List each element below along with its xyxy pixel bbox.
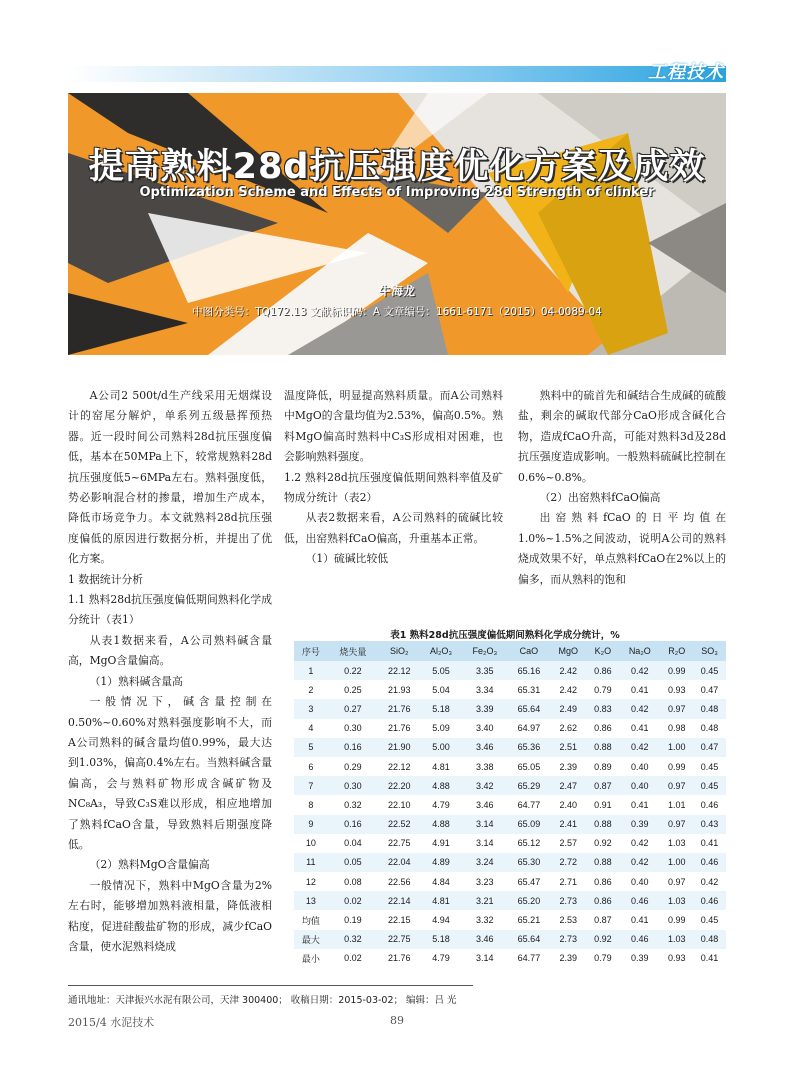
table-row bbox=[294, 834, 726, 853]
table-cell: 0.91 bbox=[586, 795, 619, 814]
table-row bbox=[294, 757, 726, 776]
table-cell: 2.57 bbox=[550, 834, 586, 853]
table-cell: 4.79 bbox=[420, 795, 461, 814]
table-cell: 0.42 bbox=[619, 834, 660, 853]
table-row bbox=[294, 680, 726, 699]
table-cell: 21.76 bbox=[378, 949, 420, 968]
table-cell: 11 bbox=[294, 853, 328, 872]
table-cell: 1.00 bbox=[660, 853, 693, 872]
table-cell: 65.20 bbox=[508, 891, 550, 910]
table-cell: 3.39 bbox=[462, 699, 508, 718]
table-cell: 0.41 bbox=[693, 834, 726, 853]
table-row bbox=[294, 795, 726, 814]
table-cell: 2.49 bbox=[550, 699, 586, 718]
table-cell: 3.42 bbox=[462, 776, 508, 795]
table-cell: 3.14 bbox=[462, 815, 508, 834]
table-cell: 0.47 bbox=[693, 738, 726, 757]
table-cell: 65.31 bbox=[508, 680, 550, 699]
table-cell: 0.05 bbox=[328, 853, 379, 872]
table-cell: 0.16 bbox=[328, 815, 379, 834]
table-cell: 0.41 bbox=[693, 949, 726, 968]
table-header-cell: SO₃ bbox=[693, 641, 726, 661]
table-cell: 4 bbox=[294, 719, 328, 738]
table-cell: 65.16 bbox=[508, 661, 550, 680]
table-cell: 65.12 bbox=[508, 834, 550, 853]
table-cell: 0.46 bbox=[619, 930, 660, 949]
table-cell: 0.48 bbox=[693, 719, 726, 738]
table-cell: 10 bbox=[294, 834, 328, 853]
table-row bbox=[294, 853, 726, 872]
paragraph: 一般情况下，熟料中MgO含量为2%左右时，能够增加熟料液相量，降低液相粘度，促进硅酸盐矿物的形成，减少fCaO含量，使水泥熟料烧成 bbox=[68, 878, 272, 953]
table-cell: 0.27 bbox=[328, 699, 379, 718]
table-header-cell: Al₂O₃ bbox=[420, 641, 461, 661]
table-row bbox=[294, 738, 726, 757]
table-cell: 0.41 bbox=[619, 795, 660, 814]
table-cell: 8 bbox=[294, 795, 328, 814]
table-cell: 65.29 bbox=[508, 776, 550, 795]
table-cell: 5.18 bbox=[420, 930, 461, 949]
table-cell: 65.64 bbox=[508, 699, 550, 718]
table-cell: 0.86 bbox=[586, 872, 619, 891]
page-number: 89 bbox=[390, 1014, 404, 1027]
table-cell: 0.99 bbox=[660, 910, 693, 929]
table-cell: 0.04 bbox=[328, 834, 379, 853]
table-cell: 0.41 bbox=[619, 680, 660, 699]
table-cell: 2.47 bbox=[550, 776, 586, 795]
table-cell: 22.12 bbox=[378, 757, 420, 776]
table-cell: 0.19 bbox=[328, 910, 379, 929]
table-cell: 0.42 bbox=[619, 738, 660, 757]
table-cell: 0.42 bbox=[693, 872, 726, 891]
table-cell: 0.86 bbox=[586, 661, 619, 680]
table-cell: 65.21 bbox=[508, 910, 550, 929]
table-cell: 0.40 bbox=[619, 776, 660, 795]
table-row bbox=[294, 699, 726, 718]
table-cell: 6 bbox=[294, 757, 328, 776]
table-cell: 0.93 bbox=[660, 949, 693, 968]
table-header-cell: MgO bbox=[550, 641, 586, 661]
table-cell: 3.14 bbox=[462, 834, 508, 853]
footnote-rule bbox=[68, 985, 473, 986]
table-cell: 3.46 bbox=[462, 738, 508, 757]
table-cell: 0.16 bbox=[328, 738, 379, 757]
table-cell: 0.93 bbox=[660, 680, 693, 699]
body-column-1 bbox=[68, 386, 272, 957]
table-cell: 0.41 bbox=[619, 719, 660, 738]
table-cell: 64.77 bbox=[508, 795, 550, 814]
table-cell: 64.77 bbox=[508, 949, 550, 968]
table-cell: 0.92 bbox=[586, 930, 619, 949]
table-row bbox=[294, 891, 726, 910]
table-cell: 2.53 bbox=[550, 910, 586, 929]
table-cell: 0.86 bbox=[586, 719, 619, 738]
table-cell: 1 bbox=[294, 661, 328, 680]
table-cell: 0.02 bbox=[328, 891, 379, 910]
table-cell: 4.88 bbox=[420, 815, 461, 834]
section-heading: 1.2 熟料28d抗压强度偏低期间熟料率值及矿物成分统计（表2） bbox=[284, 470, 503, 505]
table-cell: 0.42 bbox=[619, 699, 660, 718]
table-cell: 0.46 bbox=[693, 795, 726, 814]
table-cell: 0.97 bbox=[660, 815, 693, 834]
table-cell: 2.42 bbox=[550, 680, 586, 699]
table-cell: 65.05 bbox=[508, 757, 550, 776]
table-cell: 5 bbox=[294, 738, 328, 757]
table-cell: 0.43 bbox=[693, 815, 726, 834]
table-cell: 22.52 bbox=[378, 815, 420, 834]
paragraph: 一般情况下，碱含量控制在0.50%~0.60%对熟料强度影响不大，而A公司熟料的碱含量均值0.99%，最大达到1.03%，偏高0.4%左右。当熟料碱含量偏高，会与熟料矿物形成含碱矿物及NC₈A₃，导致C₃S难以形成，相应地增加了熟料fCaO含量，导致熟料后期强度降低。 bbox=[68, 695, 272, 851]
table-cell: 2.72 bbox=[550, 853, 586, 872]
table-cell: 2.40 bbox=[550, 795, 586, 814]
table-cell: 0.79 bbox=[586, 949, 619, 968]
section-heading: 1 数据统计分析 bbox=[68, 572, 144, 586]
table-cell: 1.01 bbox=[660, 795, 693, 814]
table-cell: 0.39 bbox=[619, 949, 660, 968]
footnote: 通讯地址：天津振兴水泥有限公司，天津 300400； 收稿日期：2015-03-02； 编辑：吕 光 bbox=[68, 995, 457, 1006]
table-cell: 2.51 bbox=[550, 738, 586, 757]
table-cell: 0.39 bbox=[619, 815, 660, 834]
table-cell: 2.71 bbox=[550, 872, 586, 891]
table-cell: 2.39 bbox=[550, 949, 586, 968]
table-body bbox=[294, 661, 726, 968]
journal-name: 2015/4 水泥技术 bbox=[68, 1016, 155, 1029]
table-header-cell: SiO₂ bbox=[378, 641, 420, 661]
table-row bbox=[294, 661, 726, 680]
paragraph: 从表2数据来看，A公司熟料的硫碱比较低，出窑熟料fCaO偏高，升重基本正常。 bbox=[284, 511, 503, 545]
table-header-cell: 烧失量 bbox=[328, 641, 379, 661]
table-cell: 0.42 bbox=[619, 853, 660, 872]
table-header-cell: 序号 bbox=[294, 641, 328, 661]
table-cell: 0.98 bbox=[660, 719, 693, 738]
table-cell: 0.42 bbox=[619, 661, 660, 680]
table-cell: 0.48 bbox=[693, 699, 726, 718]
table-cell: 均值 bbox=[294, 910, 328, 929]
table-header-cell: R₂O bbox=[660, 641, 693, 661]
table-cell: 1.03 bbox=[660, 834, 693, 853]
table-cell: 3.14 bbox=[462, 949, 508, 968]
table-cell: 0.22 bbox=[328, 661, 379, 680]
article-title: 提高熟料28d抗压强度优化方案及成效 bbox=[88, 147, 706, 187]
table-cell: 0.40 bbox=[619, 757, 660, 776]
table-cell: 4.79 bbox=[420, 949, 461, 968]
table-cell: 7 bbox=[294, 776, 328, 795]
table-cell: 2.62 bbox=[550, 719, 586, 738]
table-cell: 22.10 bbox=[378, 795, 420, 814]
table-cell: 65.09 bbox=[508, 815, 550, 834]
paragraph: 从表1数据来看，A公司熟料碱含量高，MgO含量偏高。 bbox=[68, 633, 272, 668]
classification-line: 中图分类号：TQ172.13 文献标识码：A 文章编号：1661-6171（2015）04-0089-04 bbox=[192, 306, 602, 318]
table-cell: 3.32 bbox=[462, 910, 508, 929]
table-cell: 0.45 bbox=[693, 661, 726, 680]
table-cell: 3.23 bbox=[462, 872, 508, 891]
table-cell: 3.34 bbox=[462, 680, 508, 699]
table-header-cell: Fe₂O₃ bbox=[462, 641, 508, 661]
table-cell: 1.03 bbox=[660, 891, 693, 910]
table-cell: 1.00 bbox=[660, 738, 693, 757]
table-cell: 4.89 bbox=[420, 853, 461, 872]
table-cell: 5.18 bbox=[420, 699, 461, 718]
table-cell: 22.56 bbox=[378, 872, 420, 891]
table-cell: 0.92 bbox=[586, 834, 619, 853]
table-cell: 0.47 bbox=[693, 680, 726, 699]
header-gradient-bar bbox=[68, 66, 726, 82]
table-cell: 22.75 bbox=[378, 930, 420, 949]
table-cell: 22.75 bbox=[378, 834, 420, 853]
table-cell: 65.64 bbox=[508, 930, 550, 949]
paragraph: （2）出窑熟料fCaO偏高 bbox=[539, 491, 661, 505]
table-cell: 0.29 bbox=[328, 757, 379, 776]
table-cell: 22.14 bbox=[378, 891, 420, 910]
table-cell: 0.89 bbox=[586, 757, 619, 776]
table-header-cell: K₂O bbox=[586, 641, 619, 661]
table-cell: 21.76 bbox=[378, 719, 420, 738]
table-cell: 0.25 bbox=[328, 680, 379, 699]
table-cell: 4.81 bbox=[420, 757, 461, 776]
table-cell: 0.97 bbox=[660, 699, 693, 718]
table-cell: 0.87 bbox=[586, 776, 619, 795]
table-cell: 2.73 bbox=[550, 930, 586, 949]
table-cell: 21.93 bbox=[378, 680, 420, 699]
table-cell: 4.81 bbox=[420, 891, 461, 910]
table-cell: 22.20 bbox=[378, 776, 420, 795]
table-cell: 0.30 bbox=[328, 719, 379, 738]
table-row bbox=[294, 910, 726, 929]
table-cell: 0.32 bbox=[328, 795, 379, 814]
table-cell: 0.83 bbox=[586, 699, 619, 718]
table-cell: 0.08 bbox=[328, 872, 379, 891]
table-cell: 22.12 bbox=[378, 661, 420, 680]
table-cell: 0.79 bbox=[586, 680, 619, 699]
table-row bbox=[294, 949, 726, 968]
table-cell: 21.76 bbox=[378, 699, 420, 718]
table-cell: 0.46 bbox=[693, 891, 726, 910]
table-cell: 64.97 bbox=[508, 719, 550, 738]
table-cell: 0.88 bbox=[586, 815, 619, 834]
table-row bbox=[294, 776, 726, 795]
table-cell: 4.88 bbox=[420, 776, 461, 795]
table-cell: 0.88 bbox=[586, 738, 619, 757]
table-cell: 3.46 bbox=[462, 930, 508, 949]
table-cell: 0.40 bbox=[619, 872, 660, 891]
table-cell: 3.40 bbox=[462, 719, 508, 738]
paragraph: 温度降低，明显提高熟料质量。而A公司熟料中MgO的含量均值为2.53%，偏高0.5%。熟料MgO偏高时熟料中C₃S形成相对困难，也会影响熟料强度。 bbox=[284, 389, 503, 464]
table-cell: 5.05 bbox=[420, 661, 461, 680]
table-cell: 2.41 bbox=[550, 815, 586, 834]
paragraph: （1）硫碱比较低 bbox=[305, 552, 389, 566]
table-cell: 9 bbox=[294, 815, 328, 834]
table-cell: 65.30 bbox=[508, 853, 550, 872]
table-cell: 0.99 bbox=[660, 661, 693, 680]
table-cell: 最小 bbox=[294, 949, 328, 968]
table-cell: 0.02 bbox=[328, 949, 379, 968]
table-cell: 0.46 bbox=[619, 891, 660, 910]
table-cell: 0.86 bbox=[586, 891, 619, 910]
table-cell: 65.36 bbox=[508, 738, 550, 757]
table-cell: 0.45 bbox=[693, 776, 726, 795]
table-cell: 3.38 bbox=[462, 757, 508, 776]
table-cell: 0.45 bbox=[693, 757, 726, 776]
paragraph: 熟料中的硫首先和碱结合生成碱的硫酸盐，剩余的碱取代部分CaO形成含碱化合物，造成fCaO升高，可能对熟料3d及28d抗压强度造成影响。一般熟料硫碱比控制在0.6%~0.8%。 bbox=[518, 389, 726, 484]
table-cell: 22.15 bbox=[378, 910, 420, 929]
table-header-cell: Na₂O bbox=[619, 641, 660, 661]
table-cell: 2.42 bbox=[550, 661, 586, 680]
table-cell: 65.47 bbox=[508, 872, 550, 891]
table-cell: 5.04 bbox=[420, 680, 461, 699]
table-cell: 3.21 bbox=[462, 891, 508, 910]
table-cell: 1.03 bbox=[660, 930, 693, 949]
table-cell: 21.90 bbox=[378, 738, 420, 757]
table-cell: 0.46 bbox=[693, 853, 726, 872]
table-cell: 22.04 bbox=[378, 853, 420, 872]
table-row bbox=[294, 815, 726, 834]
table-caption: 表1 熟料28d抗压强度偏低期间熟料化学成分统计，% bbox=[390, 630, 620, 641]
table-cell: 3.46 bbox=[462, 795, 508, 814]
table-cell: 2.39 bbox=[550, 757, 586, 776]
paragraph: （2）熟料MgO含量偏高 bbox=[89, 858, 210, 872]
table-header-row bbox=[294, 641, 726, 661]
table-cell: 0.45 bbox=[693, 910, 726, 929]
table-cell: 12 bbox=[294, 872, 328, 891]
table-cell: 0.30 bbox=[328, 776, 379, 795]
table-cell: 0.88 bbox=[586, 853, 619, 872]
table-cell: 3 bbox=[294, 699, 328, 718]
table-cell: 0.99 bbox=[660, 757, 693, 776]
table-cell: 2 bbox=[294, 680, 328, 699]
table-cell: 3.35 bbox=[462, 661, 508, 680]
table-cell: 3.24 bbox=[462, 853, 508, 872]
author: 牛海龙 bbox=[378, 284, 415, 298]
table-cell: 4.94 bbox=[420, 910, 461, 929]
table-cell: 0.97 bbox=[660, 776, 693, 795]
table-cell: 5.00 bbox=[420, 738, 461, 757]
section-tag: 工程技术 bbox=[648, 62, 724, 83]
table-cell: 4.84 bbox=[420, 872, 461, 891]
body-column-2 bbox=[284, 386, 503, 570]
section-heading: 1.1 熟料28d抗压强度偏低期间熟料化学成分统计（表1） bbox=[68, 593, 272, 627]
table-cell: 13 bbox=[294, 891, 328, 910]
table-row bbox=[294, 719, 726, 738]
table-cell: 最大 bbox=[294, 930, 328, 949]
paragraph: （1）熟料碱含量高 bbox=[89, 674, 183, 688]
table-cell: 0.97 bbox=[660, 872, 693, 891]
body-column-3 bbox=[518, 386, 726, 590]
table-row bbox=[294, 872, 726, 891]
table-cell: 0.87 bbox=[586, 910, 619, 929]
table-cell: 4.91 bbox=[420, 834, 461, 853]
table-cell: 2.73 bbox=[550, 891, 586, 910]
title-banner bbox=[68, 93, 726, 355]
article-title-en: Optimization Scheme and Effects of Improving 28d Strength of clinker bbox=[139, 185, 655, 200]
table-header-cell: CaO bbox=[508, 641, 550, 661]
chemical-composition-table bbox=[294, 641, 726, 968]
table-cell: 5.09 bbox=[420, 719, 461, 738]
table-cell: 0.41 bbox=[619, 910, 660, 929]
table-cell: 0.32 bbox=[328, 930, 379, 949]
table-row bbox=[294, 930, 726, 949]
table-cell: 0.48 bbox=[693, 930, 726, 949]
paragraph: A公司2 500t/d生产线采用无烟煤设计的窑尾分解炉，单系列五级悬挥预热器。近一段时间公司熟料28d抗压强度偏低，基本在50MPa上下，较常规熟料28d抗压强度低5~6MPa左右。熟料强度低，势必影响混合材的掺量，增加生产成本，降低市场竞争力。本文就熟料28d抗压强度偏低的原因进行数据分析，并提出了优化方案。 bbox=[68, 389, 272, 566]
paragraph: 出窑熟料fCaO的日平均值在1.0%~1.5%之间波动，说明A公司的熟料烧成效果不好，单点熟料fCaO在2%以上的偏多，而从熟料的饱和 bbox=[518, 511, 726, 586]
